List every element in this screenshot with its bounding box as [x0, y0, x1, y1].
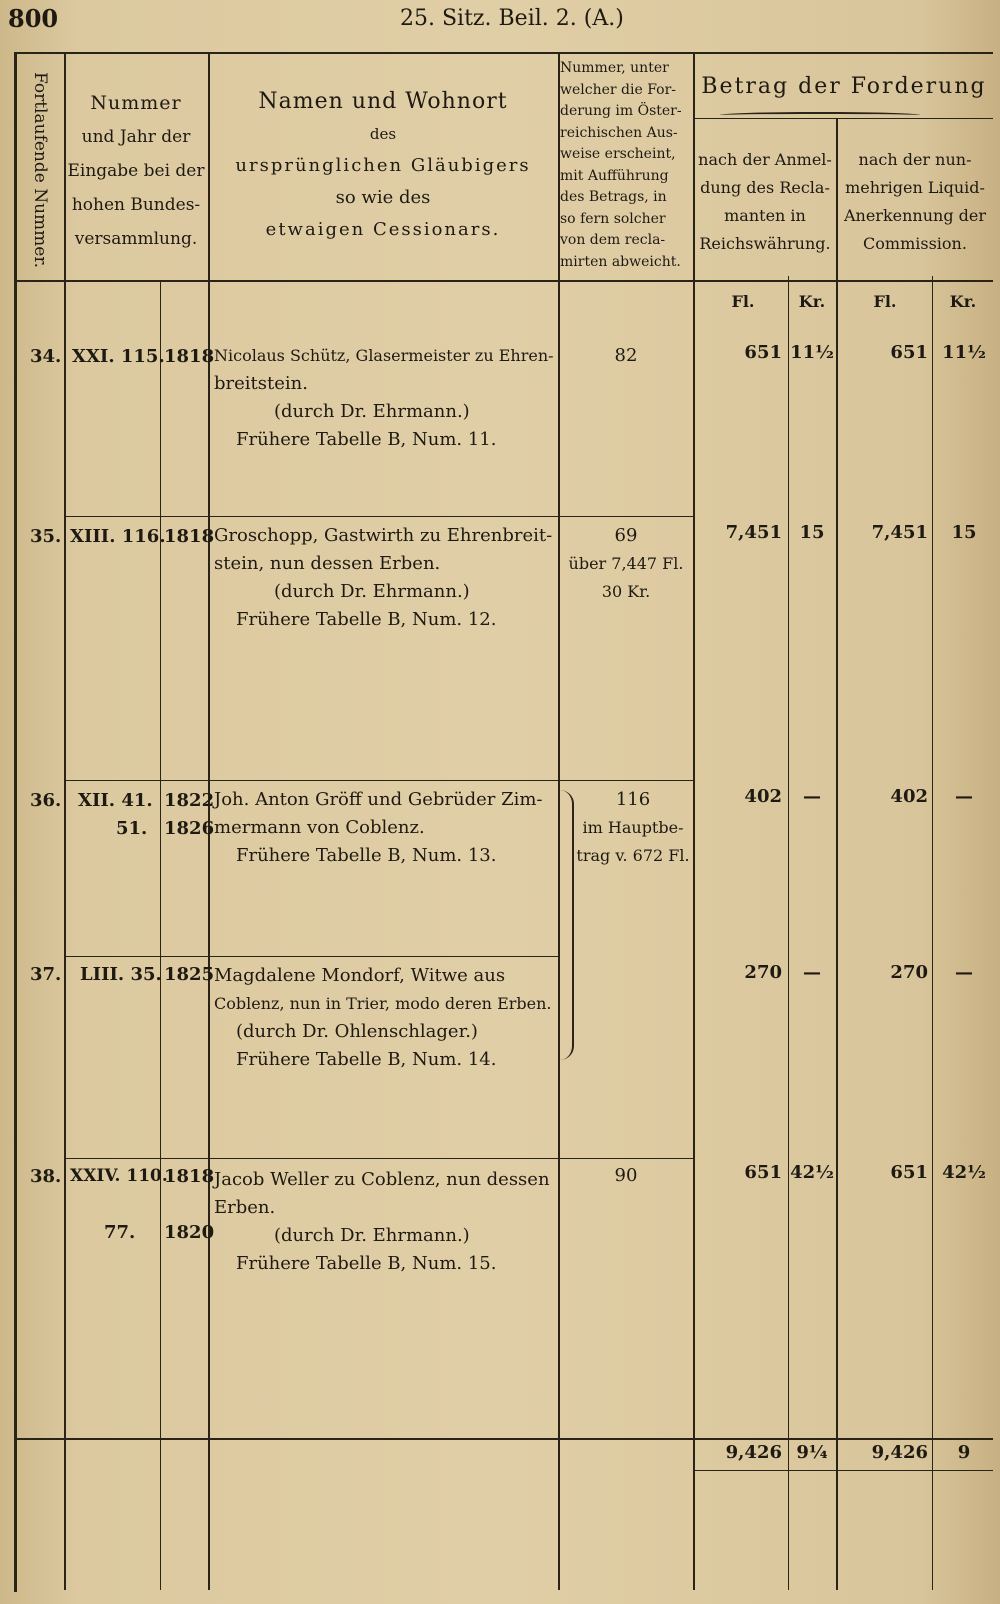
- col-rule: [836, 118, 838, 1590]
- row-number: 35.: [30, 526, 62, 547]
- liquid-kr: —: [955, 962, 973, 983]
- liquid-kr: 11½: [942, 342, 986, 363]
- entry-year-2: 1826: [164, 818, 215, 839]
- creditor-text: Groschopp, Gastwirth zu Ehrenbreit- stein, nun dessen Erben. (durch Dr. Ehrmann.) Frühere Tabelle B, Num. 12.: [214, 525, 553, 630]
- entry-number-2: 77.: [104, 1222, 136, 1243]
- claim-kr: 42½: [790, 1162, 834, 1183]
- entry-number: XXIV. 110.: [70, 1166, 168, 1186]
- unit-fl: Fl.: [731, 292, 755, 311]
- ornament-rule: [720, 112, 920, 118]
- total-liquid-fl: 9,426: [871, 1442, 928, 1463]
- austrian-ref: 69 über 7,447 Fl. 30 Kr.: [568, 525, 684, 601]
- header-running-number: Fortlaufende Nummer.: [30, 71, 50, 268]
- austrian-ref: 82: [614, 345, 638, 366]
- liquid-kr: 42½: [942, 1162, 986, 1183]
- entry-number: XIII. 116.: [70, 526, 166, 547]
- entry-year: 1822: [164, 790, 215, 811]
- entry-year: 1825: [164, 964, 215, 985]
- total-claim-kr: 9¼: [796, 1442, 828, 1463]
- claim-kr: 11½: [790, 342, 834, 363]
- header-rule: [14, 280, 993, 282]
- entry-year: 1818: [164, 526, 215, 547]
- entry-year-2: 1820: [164, 1222, 215, 1243]
- header-names: Namen und Wohnort des ursprünglichen Gläubigers so wie des etwaigen Cessionars.: [235, 89, 531, 240]
- header-austrian: Nummer, unter welcher die For- derung im Öster- reichischen Aus- weise erscheint, mit Aufführung des Betrags, in so fern solcher von dem recla- mirten abweicht.: [560, 60, 682, 270]
- entry-number: XII. 41.: [78, 790, 153, 811]
- creditor-text: Magdalene Mondorf, Witwe aus Coblenz, nun in Trier, modo deren Erben. (durch Dr. Ohlenschlager.) Frühere Tabelle B, Num. 14.: [214, 965, 552, 1070]
- claim-fl: 7,451: [725, 522, 782, 543]
- entry-year: 1818: [164, 1166, 215, 1187]
- header-entry: Nummer und Jahr der Eingabe bei der hohen Bundes- versammlung.: [67, 92, 205, 249]
- totals-rule: [14, 1438, 993, 1440]
- claim-fl: 270: [744, 962, 782, 983]
- liquid-fl: 270: [890, 962, 928, 983]
- header-amount-title: Betrag der Forderung: [701, 74, 987, 99]
- row-rule: [64, 956, 558, 957]
- creditor-text: Jacob Weller zu Coblenz, nun dessen Erben. (durch Dr. Ehrmann.) Frühere Tabelle B, Num. 15.: [214, 1169, 550, 1274]
- total-claim-fl: 9,426: [725, 1442, 782, 1463]
- col-rule: [64, 54, 66, 1590]
- row-rule: [64, 1158, 693, 1159]
- unit-fl: Fl.: [873, 292, 897, 311]
- page-header-title: 25. Sitz. Beil. 2. (A.): [400, 6, 624, 31]
- row-number: 36.: [30, 790, 62, 811]
- row-number: 37.: [30, 964, 62, 985]
- liquid-kr: —: [955, 786, 973, 807]
- claim-kr: —: [803, 962, 821, 983]
- page-number: 800: [8, 4, 59, 33]
- claim-kr: —: [803, 786, 821, 807]
- liquid-fl: 651: [890, 342, 928, 363]
- austrian-ref: 90: [614, 1165, 638, 1186]
- entry-number-2: 51.: [116, 818, 148, 839]
- header-claim: nach der Anmel- dung des Recla- manten in Reichswährung.: [698, 150, 832, 253]
- liquid-fl: 402: [890, 786, 928, 807]
- unit-kr: Kr.: [949, 292, 977, 311]
- liquid-fl: 7,451: [871, 522, 928, 543]
- entry-number: LIII. 35.: [80, 964, 162, 985]
- brace-bracket: [558, 790, 574, 1060]
- totals-underline: [693, 1470, 993, 1471]
- creditor-text: Joh. Anton Gröff und Gebrüder Zim- mermann von Coblenz. Frühere Tabelle B, Num. 13.: [214, 789, 543, 866]
- liquid-kr: 15: [951, 522, 977, 543]
- claim-fl: 402: [744, 786, 782, 807]
- claim-kr: 15: [799, 522, 825, 543]
- row-rule: [64, 780, 693, 781]
- unit-kr: Kr.: [798, 292, 826, 311]
- liquid-fl: 651: [890, 1162, 928, 1183]
- row-rule: [64, 516, 693, 517]
- entry-number: XXI. 115.: [72, 346, 165, 367]
- total-liquid-kr: 9: [957, 1442, 971, 1463]
- subheader-rule: [693, 118, 993, 119]
- row-number: 34.: [30, 346, 62, 367]
- col-rule: [788, 276, 789, 1590]
- claim-fl: 651: [744, 342, 782, 363]
- creditor-text: Nicolaus Schütz, Glasermeister zu Ehren- breitstein. (durch Dr. Ehrmann.) Frühere Tabelle B, Num. 11.: [214, 346, 554, 450]
- col-rule: [932, 276, 933, 1590]
- header-liquidation: nach der nun- mehrigen Liquid- Anerkennung der Commission.: [843, 150, 987, 253]
- row-number: 38.: [30, 1166, 62, 1187]
- austrian-ref: 116 im Hauptbe- trag v. 672 Fl.: [576, 789, 690, 865]
- claim-fl: 651: [744, 1162, 782, 1183]
- col-rule: [160, 282, 161, 1590]
- entry-year: 1818: [164, 346, 215, 367]
